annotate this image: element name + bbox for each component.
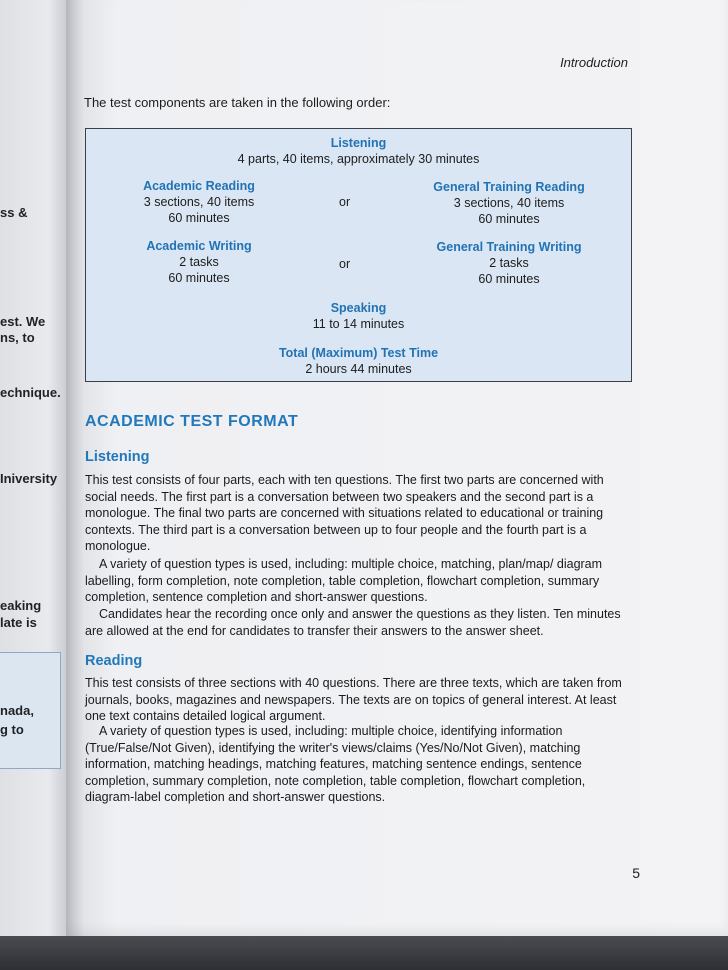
- gt-reading-block: [409, 179, 609, 227]
- gt-writing-title: General Training Writing: [436, 240, 582, 254]
- gt-reading-items: 3 sections, 40 items: [453, 196, 565, 210]
- left-page-fragment: late is: [0, 615, 37, 630]
- table-surface: [0, 936, 728, 970]
- left-page-fragment: ns, to: [0, 330, 35, 345]
- reading-heading: Reading: [85, 653, 143, 669]
- speaking-block: [86, 300, 631, 332]
- speaking-detail: 11 to 14 minutes: [312, 317, 405, 331]
- page-number: 5: [632, 865, 640, 881]
- intro-text: The test components are taken in the following order:: [84, 95, 391, 110]
- total-title: Total (Maximum) Test Time: [278, 346, 439, 360]
- listening-block: [86, 135, 631, 167]
- left-page-edge: [0, 0, 68, 940]
- academic-writing-time: 60 minutes: [168, 271, 230, 285]
- academic-reading-title: Academic Reading: [143, 179, 255, 193]
- page: [66, 0, 728, 936]
- gt-writing-time: 60 minutes: [478, 272, 540, 286]
- or-label: or: [339, 257, 351, 271]
- or-label: or: [339, 195, 351, 209]
- listening-paragraph-2: A variety of question types is used, including: multiple choice, matching, plan/map/ diagram labelling, form completion, note completion, table completion, flowchart completion, summary completion, sentence completion and short-answer questions.: [85, 557, 603, 605]
- gt-reading-title: General Training Reading: [433, 180, 585, 194]
- speaking-title: Speaking: [330, 301, 387, 315]
- academic-writing-tasks: 2 tasks: [179, 255, 219, 269]
- listening-paragraph-3: Candidates hear the recording once only and answer the questions as they listen. Ten minutes are allowed at the end for candidates to transfer their answers to the answer sheet.: [85, 607, 621, 638]
- running-head: Introduction: [560, 55, 628, 70]
- reading-paragraph-2: A variety of question types is used, including: multiple choice, identifying information (True/False/Not Given), identifying the writer's views/claims (Yes/No/Not Given), matching information, matching headings, matching features, matching sentence endings, sentence completion, summary completion, note completion, table completion, flowchart completion, diagram-label completion and short-answer questions.: [85, 724, 586, 805]
- reading-paragraph-1: This test consists of three sections with 40 questions. There are three texts, which are taken from journals, books, magazines and newspapers. The texts are on topics of general interest. At least one text contains detailed logical argument.: [85, 676, 622, 724]
- listening-paragraph-1: This test consists of four parts, each with ten questions. The first two parts are concerned with social needs. The first part is a conversation between two speakers and the second part is a monologue. The final two parts are concerned with situations related to educational or training contexts. The third part is a conversation between up to four people and the fourth part is a monologue.: [85, 473, 604, 554]
- left-page-fragment: g to: [0, 722, 24, 737]
- left-page-fragment: ss &: [0, 205, 28, 220]
- left-page-fragment: echnique.: [0, 385, 61, 400]
- total-block: [86, 345, 631, 377]
- left-page-fragment: eaking: [0, 598, 42, 613]
- section-heading: ACADEMIC TEST FORMAT: [85, 413, 299, 430]
- listening-title: Listening: [330, 136, 387, 150]
- gt-writing-block: [409, 239, 609, 287]
- left-page-fragment: est. We: [0, 314, 46, 329]
- academic-reading-items: 3 sections, 40 items: [143, 195, 255, 209]
- test-components-box: [85, 128, 632, 382]
- listening-heading: Listening: [85, 449, 150, 465]
- left-page-fragment: Iniversity: [0, 471, 58, 486]
- academic-reading-time: 60 minutes: [168, 211, 230, 225]
- academic-reading-block: [104, 178, 294, 226]
- total-detail: 2 hours 44 minutes: [305, 362, 412, 376]
- academic-writing-title: Academic Writing: [146, 239, 252, 253]
- left-page-fragment: nada,: [0, 703, 34, 718]
- listening-detail: 4 parts, 40 items, approximately 30 minutes: [237, 152, 480, 166]
- academic-writing-block: [104, 238, 294, 286]
- gt-writing-tasks: 2 tasks: [489, 256, 529, 270]
- gt-reading-time: 60 minutes: [478, 212, 540, 226]
